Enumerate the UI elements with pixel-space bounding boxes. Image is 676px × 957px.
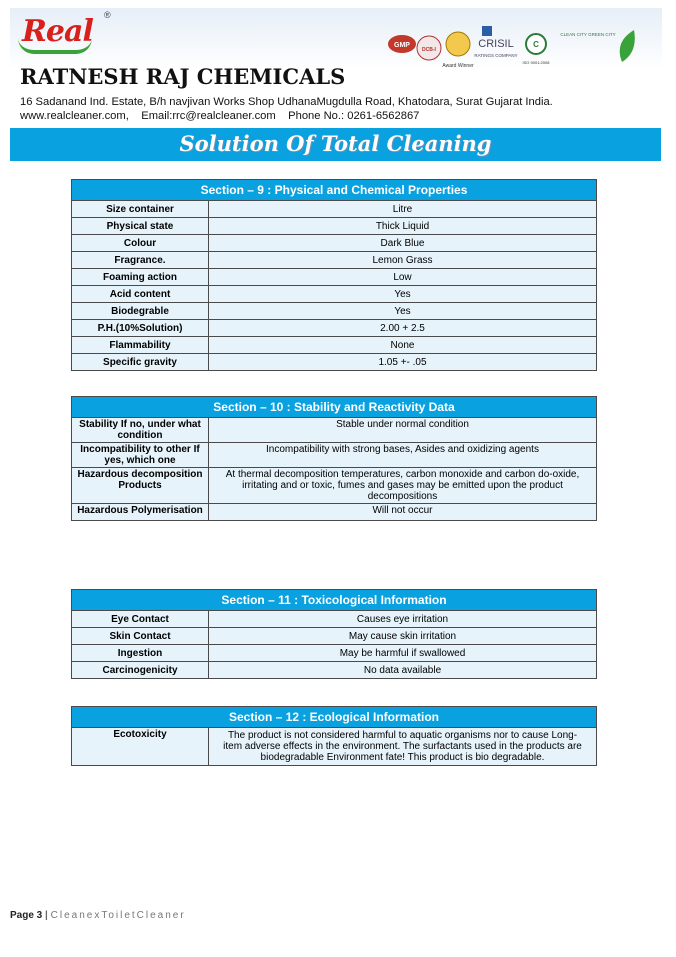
dcb-badge-text: DCB-I <box>422 47 436 53</box>
table-row <box>72 443 597 468</box>
row-label: Foaming action <box>72 269 209 286</box>
section-12-table <box>71 706 597 766</box>
row-label: Specific gravity <box>72 354 209 371</box>
row-label: Acid content <box>72 286 209 303</box>
iso-badge-sub: ISO 9001:2008 <box>522 60 550 65</box>
row-label: Fragrance. <box>72 252 209 269</box>
row-value: Yes <box>209 303 597 320</box>
row-label: Hazardous Polymerisation <box>72 504 209 521</box>
section-title: Section – 9 : Physical and Chemical Properties <box>72 180 597 201</box>
table-row <box>72 645 597 662</box>
row-label: P.H.(10%Solution) <box>72 320 209 337</box>
section-title: Section – 12 : Ecological Information <box>72 707 597 728</box>
section-title: Section – 11 : Toxicological Information <box>72 590 597 611</box>
real-logo: Real <box>22 14 93 49</box>
row-label: Flammability <box>72 337 209 354</box>
row-value: Causes eye irritation <box>209 611 597 628</box>
table-row <box>72 662 597 679</box>
table-row <box>72 201 597 218</box>
table-row <box>72 252 597 269</box>
section-10-table <box>71 396 597 521</box>
row-value: Stable under normal condition <box>209 418 597 443</box>
row-value: At thermal decomposition temperatures, carbon monoxide and carbon do-oxide, irritating and or toxic, fumes and gases may be emitted upon the product decompositions <box>209 468 597 504</box>
table-row <box>72 728 597 766</box>
table-row <box>72 235 597 252</box>
row-label: Size container <box>72 201 209 218</box>
page-number: Page 3 <box>10 910 43 921</box>
footer-separator: | <box>45 910 48 921</box>
table-row <box>72 611 597 628</box>
row-value: May be harmful if swallowed <box>209 645 597 662</box>
row-value: The product is not considered harmful to aquatic organisms nor to cause Long-item adverse effects in the environment. The surfactants used in the products are biodegradable Environment fate! This product is bio degradable. <box>209 728 597 766</box>
gmp-badge-text: GMP <box>394 42 410 49</box>
row-label: Stability If no, under what condition <box>72 418 209 443</box>
row-value: Dark Blue <box>209 235 597 252</box>
row-label: Hazardous decomposition Products <box>72 468 209 504</box>
row-label: Skin Contact <box>72 628 209 645</box>
award-badge-icon <box>446 32 470 56</box>
section-11-table <box>71 589 597 679</box>
row-value: 1.05 +- .05 <box>209 354 597 371</box>
row-value: Will not occur <box>209 504 597 521</box>
company-name: RATNESH RAJ CHEMICALS <box>20 64 346 89</box>
company-contact: www.realcleaner.com, Email:rrc@realcleaner.com Phone No.: 0261-6562867 <box>20 110 420 122</box>
section-9-table <box>71 179 597 371</box>
row-label: Carcinogenicity <box>72 662 209 679</box>
table-row <box>72 354 597 371</box>
row-value: Litre <box>209 201 597 218</box>
crisil-badge-icon <box>482 26 492 36</box>
row-label: Ingestion <box>72 645 209 662</box>
section-title: Section – 10 : Stability and Reactivity Data <box>72 397 597 418</box>
crisil-badge-sub: RATINGS COMPANY <box>474 53 518 58</box>
logo-swoosh <box>18 38 92 54</box>
row-label: Colour <box>72 235 209 252</box>
row-value: Lemon Grass <box>209 252 597 269</box>
table-row <box>72 504 597 521</box>
badges-graphic <box>386 22 648 72</box>
certification-badges <box>386 22 648 72</box>
crisil-badge-text: CRISIL <box>478 38 514 50</box>
row-value: Yes <box>209 286 597 303</box>
clean-city-text: CLEAN CITY GREEN CITY <box>560 32 616 37</box>
row-label: Physical state <box>72 218 209 235</box>
table-row <box>72 337 597 354</box>
iso-badge-text: C <box>533 40 539 49</box>
registered-mark: ® <box>104 10 111 20</box>
table-row <box>72 269 597 286</box>
row-value: No data available <box>209 662 597 679</box>
tagline-banner <box>10 128 661 161</box>
row-label: Eye Contact <box>72 611 209 628</box>
row-value: Thick Liquid <box>209 218 597 235</box>
row-value: Low <box>209 269 597 286</box>
row-value: 2.00 + 2.5 <box>209 320 597 337</box>
leaf-icon <box>620 30 635 62</box>
table-row <box>72 303 597 320</box>
row-label: Biodegrable <box>72 303 209 320</box>
table-row <box>72 218 597 235</box>
award-badge-text: Award Winner <box>442 63 474 69</box>
table-row <box>72 320 597 337</box>
table-row <box>72 628 597 645</box>
row-value: None <box>209 337 597 354</box>
footer-doc-title: CleanexToiletCleaner <box>50 910 186 921</box>
row-label: Ecotoxicity <box>72 728 209 766</box>
table-row <box>72 286 597 303</box>
table-row <box>72 468 597 504</box>
row-value: May cause skin irritation <box>209 628 597 645</box>
row-label: Incompatibility to other If yes, which one <box>72 443 209 468</box>
tagline-text: Solution Of Total Cleaning <box>179 131 492 156</box>
row-value: Incompatibility with strong bases, Asides and oxidizing agents <box>209 443 597 468</box>
company-address: 16 Sadanand Ind. Estate, B/h navjivan Works Shop UdhanaMugdulla Road, Khatodara, Surat Gujarat India. <box>20 96 553 108</box>
table-row <box>72 418 597 443</box>
page-footer <box>10 910 186 921</box>
